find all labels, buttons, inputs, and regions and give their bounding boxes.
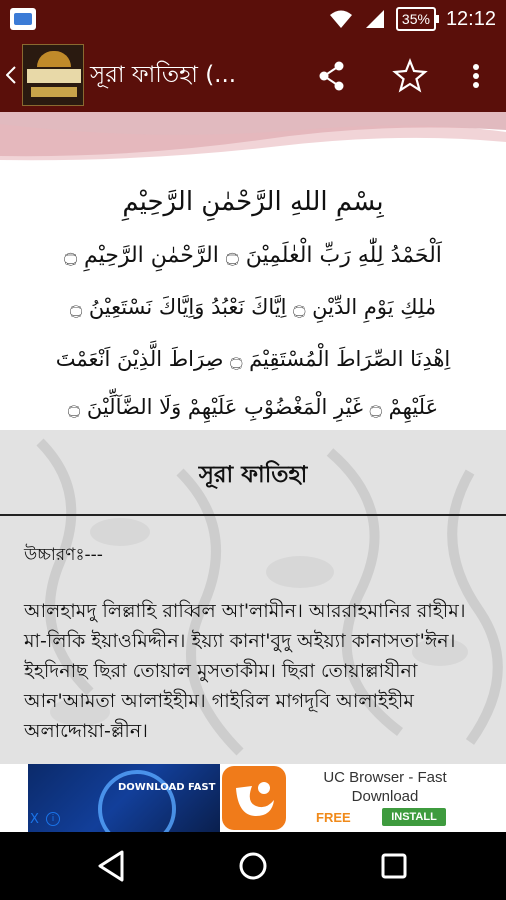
pronunciation-label: উচ্চারণঃ--- <box>24 545 103 565</box>
ad-price: FREE <box>316 810 351 825</box>
wifi-icon <box>328 8 354 30</box>
recents-square-icon[interactable] <box>374 846 414 886</box>
up-arrow-icon[interactable] <box>6 66 16 84</box>
battery-icon: 35% <box>396 7 436 31</box>
arabic-line-5: عَلَيْهِمْ ۝ غَيْرِ الْمَغْضُوْبِ عَلَيْهِمْ وَلَا الضَّآلِّيْنَ ۝ <box>67 395 439 419</box>
ad-close-icon[interactable]: X <box>30 812 39 827</box>
divider <box>0 514 506 516</box>
surah-header-image <box>0 112 506 430</box>
arabic-line-2: اَلْحَمْدُ لِلّٰهِ رَبِّ الْعٰلَمِيْنَ ۝ الرَّحْمٰنِ الرَّحِيْمِ ۝ <box>64 243 442 268</box>
content-scroll[interactable] <box>0 112 506 764</box>
clock: 12:12 <box>445 7 496 30</box>
pronunciation-text: আলহামদু লিল্লাহি রাব্বিল আ'লামীন। আররাহমানির রাহীম। মা-লিকি ইয়াওমিদ্দীন। ইয়্যা কানা'বুদু অইয়্যা কানাসতা'ঈন। ইহদিনাছ ছিরা তোয়াল মুসতাকীম। ছিরা তোয়াল্লাযীনা আন'আমতা আলাইহীম। গাইরিল মাগদূবি আলাইহীম অলাদ্দোয়া-ল্লীন। <box>24 600 466 742</box>
ad-banner-text: DOWNLOAD FAST <box>118 782 216 793</box>
more-vert-icon[interactable] <box>458 58 494 94</box>
app-logo[interactable] <box>22 44 84 106</box>
arabic-line-3: مٰلِكِ يَوْمِ الدِّيْنِ ۝ اِيَّاكَ نَعْبُدُ وَاِيَّاكَ نَسْتَعِيْنُ ۝ <box>69 295 437 319</box>
ad-info-icon[interactable]: i <box>46 812 60 826</box>
ad-banner[interactable] <box>0 764 506 832</box>
status-bar <box>0 0 506 38</box>
back-triangle-icon[interactable] <box>92 846 132 886</box>
signal-icon <box>364 8 386 30</box>
share-icon[interactable] <box>314 58 350 94</box>
navigation-bar <box>0 832 506 900</box>
arabic-line-4: اِهْدِنَا الصِّرَاطَ الْمُسْتَقِيْمَ ۝ صِرَاطَ الَّذِيْنَ اَنْعَمْتَ <box>55 347 451 371</box>
home-circle-icon[interactable] <box>233 846 273 886</box>
status-icons <box>328 6 496 32</box>
app-notification-icon <box>10 8 36 30</box>
arabic-line-1: بِسْمِ اللهِ الرَّحْمٰنِ الرَّحِيْمِ <box>122 187 384 217</box>
ad-install-button[interactable]: INSTALL <box>382 808 446 826</box>
uc-browser-logo[interactable] <box>222 766 286 830</box>
arabic-calligraphy <box>0 162 506 430</box>
star-icon[interactable] <box>392 58 428 94</box>
page-title: সূরা ফাতিহা (... <box>90 62 237 88</box>
ad-app-name[interactable]: UC Browser - Fast Download <box>323 769 447 805</box>
app-bar <box>0 38 506 112</box>
surah-title: সূরা ফাতিহা <box>198 462 308 488</box>
